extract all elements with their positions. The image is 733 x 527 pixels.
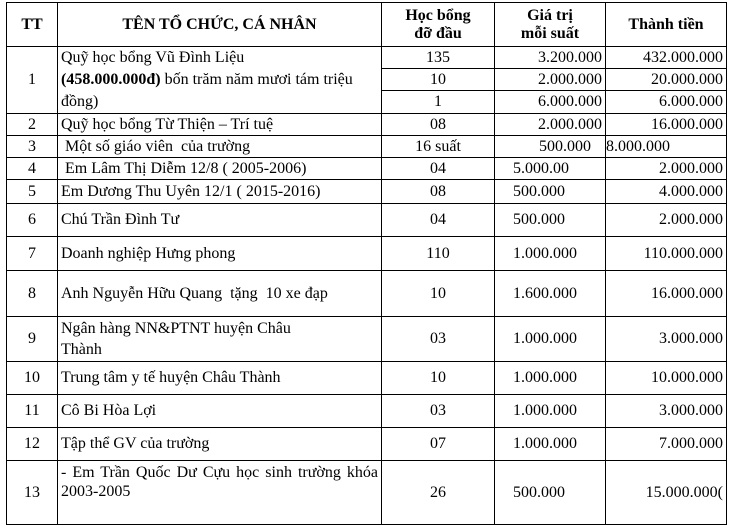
row-value: 1.000.000 bbox=[495, 395, 606, 428]
row-value: 5.000.00 bbox=[495, 158, 606, 180]
row-tt: 5 bbox=[7, 180, 58, 204]
row-qty: 07 bbox=[382, 428, 495, 461]
table-row bbox=[7, 317, 727, 362]
row-name: Ngân hàng NN&PTNT huyện Châu Thành bbox=[58, 317, 382, 362]
row-qty: 10 bbox=[382, 271, 495, 317]
row-total: 16.000.000 bbox=[606, 114, 727, 136]
row-value: 500.000 bbox=[495, 180, 606, 204]
row-qty: 03 bbox=[382, 317, 495, 362]
row-tt: 13 bbox=[7, 461, 58, 525]
table-row bbox=[7, 237, 727, 271]
row-value: 2.000.000 bbox=[495, 69, 606, 91]
row-qty: 10 bbox=[382, 69, 495, 91]
row-value: 3.200.000 bbox=[495, 47, 606, 69]
row-name: Cô Bi Hòa Lợi bbox=[58, 395, 382, 428]
header-tt: TT bbox=[7, 3, 58, 47]
row-qty: 04 bbox=[382, 204, 495, 237]
row-total: 3.000.000 bbox=[606, 395, 727, 428]
row-total: 20.000.000 bbox=[606, 69, 727, 91]
header-total: Thành tiền bbox=[606, 3, 727, 47]
table-row bbox=[7, 362, 727, 395]
row-name: Tập thể GV của trường bbox=[58, 428, 382, 461]
table-row bbox=[7, 136, 727, 158]
row-name-amount: (458.000.000đ) bbox=[61, 71, 161, 88]
scholarship-table bbox=[6, 2, 727, 525]
row-total: 16.000.000 bbox=[606, 271, 727, 317]
row-qty: 135 bbox=[382, 47, 495, 69]
row-qty: 16 suất bbox=[382, 136, 495, 158]
table-row bbox=[7, 461, 727, 525]
row-name-part: bốn trăm năm mươi tám triệu đồng) bbox=[61, 71, 353, 110]
row-value: 1.000.000 bbox=[495, 428, 606, 461]
header-value-line1: Giá trị bbox=[527, 6, 573, 24]
row-tt: 12 bbox=[7, 428, 58, 461]
row-name: Chú Trần Đình Tư bbox=[58, 204, 382, 237]
table-row bbox=[7, 428, 727, 461]
row-name bbox=[58, 47, 382, 114]
row-tt: 2 bbox=[7, 114, 58, 136]
row-value: 500.000 bbox=[495, 204, 606, 237]
row-value: 500.000 bbox=[495, 136, 606, 158]
row-tt: 8 bbox=[7, 271, 58, 317]
row-name: Một số giáo viên của trường bbox=[58, 136, 382, 158]
row-name: Em Lâm Thị Diễm 12/8 ( 2005-2006) bbox=[58, 158, 382, 180]
row-total: 8.000.000 bbox=[606, 136, 727, 158]
row-qty: 110 bbox=[382, 237, 495, 271]
header-scholarships-line2: đỡ đầu bbox=[414, 24, 462, 42]
row-qty: 26 bbox=[382, 461, 495, 525]
row-total: 3.000.000 bbox=[606, 317, 727, 362]
row-total: 6.000.000 bbox=[606, 91, 727, 114]
row-tt: 9 bbox=[7, 317, 58, 362]
row-name: - Em Trần Quốc Dư Cựu học sinh trường khóa 2003-2005 bbox=[58, 461, 382, 525]
row-total: 2.000.000 bbox=[606, 158, 727, 180]
row-total: 110.000.000 bbox=[606, 237, 727, 271]
row-qty: 08 bbox=[382, 114, 495, 136]
table-row bbox=[7, 180, 727, 204]
header-name: TÊN TỔ CHỨC, CÁ NHÂN bbox=[58, 3, 382, 47]
row-tt: 3 bbox=[7, 136, 58, 158]
row-qty: 10 bbox=[382, 362, 495, 395]
row-name: Doanh nghiệp Hưng phong bbox=[58, 237, 382, 271]
row-total: 2.000.000 bbox=[606, 204, 727, 237]
row-tt: 7 bbox=[7, 237, 58, 271]
row-value: 6.000.000 bbox=[495, 91, 606, 114]
row-value: 500.000 bbox=[495, 461, 606, 525]
row-total: 4.000.000 bbox=[606, 180, 727, 204]
table-row bbox=[7, 114, 727, 136]
row-qty: 08 bbox=[382, 180, 495, 204]
row-name: Em Dương Thu Uyên 12/1 ( 2015-2016) bbox=[58, 180, 382, 204]
header-value-line2: mỗi suất bbox=[520, 24, 580, 42]
row-qty: 1 bbox=[382, 91, 495, 114]
table-row bbox=[7, 271, 727, 317]
table-row bbox=[7, 47, 727, 69]
row-qty: 03 bbox=[382, 395, 495, 428]
row-tt: 11 bbox=[7, 395, 58, 428]
row-tt: 6 bbox=[7, 204, 58, 237]
row-tt: 4 bbox=[7, 158, 58, 180]
row-value: 1.600.000 bbox=[495, 271, 606, 317]
row-tt: 1 bbox=[7, 47, 58, 114]
row-total: 10.000.000 bbox=[606, 362, 727, 395]
header-scholarships bbox=[382, 3, 495, 47]
table-row bbox=[7, 395, 727, 428]
row-value: 1.000.000 bbox=[495, 317, 606, 362]
row-total: 7.000.000 bbox=[606, 428, 727, 461]
row-value: 1.000.000 bbox=[495, 362, 606, 395]
header-value bbox=[495, 3, 606, 47]
header-scholarships-line1: Học bổng bbox=[405, 6, 471, 24]
row-name: Trung tâm y tế huyện Châu Thành bbox=[58, 362, 382, 395]
row-total: 15.000.000( bbox=[606, 461, 727, 525]
header-row bbox=[7, 3, 727, 47]
row-tt: 10 bbox=[7, 362, 58, 395]
row-name-part: Quỹ học bổng Vũ Đình Liệu bbox=[61, 49, 245, 66]
row-name: Quỹ học bổng Từ Thiện – Trí tuệ bbox=[58, 114, 382, 136]
row-name: Anh Nguyễn Hữu Quang tặng 10 xe đạp bbox=[58, 271, 382, 317]
row-total: 432.000.000 bbox=[606, 47, 727, 69]
table-row bbox=[7, 158, 727, 180]
row-value: 1.000.000 bbox=[495, 237, 606, 271]
table-row bbox=[7, 204, 727, 237]
row-qty: 04 bbox=[382, 158, 495, 180]
row-value: 2.000.000 bbox=[495, 114, 606, 136]
